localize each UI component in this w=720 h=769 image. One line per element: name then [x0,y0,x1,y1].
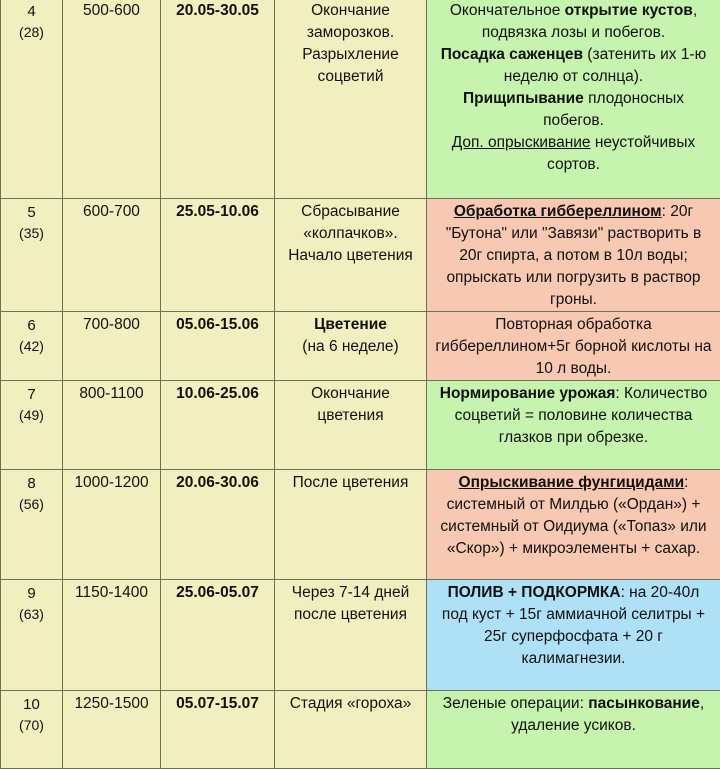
phase-text: Сбрасывание «колпачков». Начало цветения [288,203,413,264]
operation-keyword: Доп. опрыскивание [452,134,591,151]
day-number: (35) [5,223,58,244]
operation-keyword: пасынкование [588,695,700,712]
week-number: 10 [23,696,40,713]
operations-cell [427,470,720,580]
week-number: 7 [27,386,35,403]
operations-cell [427,691,720,769]
phase-text: Стадия «гороха» [290,695,412,712]
week-cell [1,312,63,381]
phase-text: После цветения [293,474,409,491]
date-range: 20.06-30.06 [176,474,259,491]
temperature-sum: 1150-1400 [75,584,148,601]
table-row [1,312,720,381]
temperature-sum: 1000-1200 [74,474,148,491]
operation-text: Окончательное [450,2,565,19]
operation-text: Повторная обработка гиббереллином+5г борной кислоты на 10 л воды. [435,316,711,377]
table-row [1,199,720,312]
day-number: (28) [5,22,58,43]
date-range: 10.06-25.06 [176,385,259,402]
date-range-cell [161,691,275,769]
phase-text: Через 7-14 дней после цветения [292,584,409,623]
operation-item [433,44,714,88]
week-number: 5 [27,204,35,221]
week-cell [1,580,63,691]
operation-text: плодоносных побегов. [543,90,684,129]
operations-cell [427,199,720,312]
day-number: (42) [5,336,58,357]
operation-text: Зеленые операции: [443,695,588,712]
temperature-sum-cell [63,470,161,580]
operation-item [433,201,714,311]
operation-item [433,132,714,176]
temperature-sum: 700-800 [83,316,140,333]
operation-text: (затенить их 1-ю неделю от солнца). [504,46,706,85]
operation-item [433,693,714,737]
phase-cell [275,580,427,691]
date-range-cell [161,199,275,312]
day-number: (56) [5,494,58,515]
date-range: 25.05-10.06 [176,203,259,220]
operation-keyword: ПОЛИВ + ПОДКОРМКА [448,584,621,601]
operations-cell [427,580,720,691]
table-body [1,0,720,769]
operation-keyword: Посадка саженцев [441,46,583,63]
phase-cell [275,691,427,769]
operation-text: : 20г "Бутона" или "Завязи" растворить в 20г спирта, а потом в 10л воды; опрыскать или погрузить в раствор гроны. [446,203,702,308]
operation-item [433,0,714,44]
operations-cell [427,0,720,199]
operation-keyword: Прищипывание [463,90,584,107]
temperature-sum: 1250-1500 [74,695,148,712]
operation-item [433,314,714,380]
operation-text: , удаление усиков. [511,695,704,734]
table-row [1,580,720,691]
week-number: 8 [27,475,35,492]
temperature-sum-cell [63,199,161,312]
operation-text: неустойчивых сортов. [547,134,695,173]
operation-keyword: Опрыскивание фунгицидами [459,474,685,491]
table-row [1,381,720,470]
phase-text: Окончание заморозков. Разрыхление соцветий [302,2,398,85]
week-cell [1,691,63,769]
operation-item [433,383,714,449]
operation-text: : на 20-40л под куст + 15г аммиачной селитры + 25г суперфосфата + 20 г калимагнезии. [442,584,705,667]
operation-keyword: открытие кустов [565,2,693,19]
date-range-cell [161,0,275,199]
week-cell [1,199,63,312]
temperature-sum-cell [63,691,161,769]
week-cell [1,0,63,199]
week-number: 4 [27,3,35,20]
operation-text: : Количество соцветий = половине количества глазков при обрезке. [455,385,708,446]
date-range: 25.06-05.07 [176,584,259,601]
day-number: (70) [5,715,58,736]
operations-cell [427,381,720,470]
operation-text: , подвязка лозы и побегов. [482,2,697,41]
date-range-cell [161,470,275,580]
phase-title: Цветение [314,316,387,333]
temperature-sum-cell [63,312,161,381]
operation-keyword: Обработка гиббереллином [454,203,662,220]
phase-text: (на 6 неделе) [302,338,398,355]
temperature-sum-cell [63,0,161,199]
operation-text: : системный от Милдью («Ордан») + системный от Оидиума («Топаз» или «Скор») + микроэлементы + сахар. [440,474,706,557]
temperature-sum: 800-1100 [79,385,143,402]
week-cell [1,381,63,470]
week-cell [1,470,63,580]
week-number: 6 [27,317,35,334]
day-number: (63) [5,604,58,625]
temperature-sum-cell [63,580,161,691]
operation-keyword: Нормирование урожая [440,385,616,402]
temperature-sum: 600-700 [83,203,140,220]
phase-cell [275,0,427,199]
operation-item [433,582,714,670]
operations-cell [427,312,720,381]
date-range: 20.05-30.05 [176,2,259,19]
date-range-cell [161,580,275,691]
week-number: 9 [27,585,35,602]
operation-item [433,472,714,560]
temperature-sum: 500-600 [83,2,140,19]
phase-cell [275,312,427,381]
table-row [1,470,720,580]
phase-text: Окончание цветения [311,385,390,424]
phase-cell [275,381,427,470]
operation-item [433,88,714,132]
table-row [1,0,720,199]
date-range-cell [161,312,275,381]
date-range: 05.06-15.06 [176,316,259,333]
phase-cell [275,470,427,580]
temperature-sum-cell [63,381,161,470]
day-number: (49) [5,405,58,426]
table-row [1,691,720,769]
date-range: 05.07-15.07 [176,695,259,712]
date-range-cell [161,381,275,470]
phase-cell [275,199,427,312]
